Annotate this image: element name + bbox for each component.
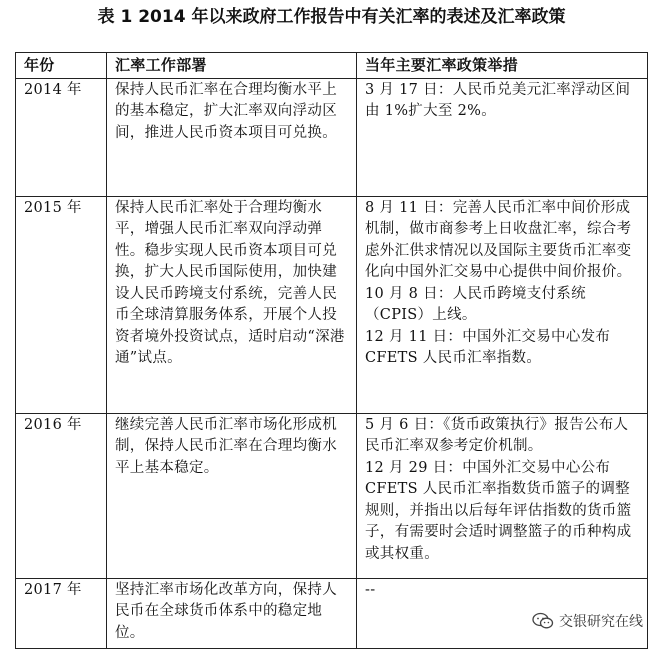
header-measures: 当年主要汇率政策举措 bbox=[357, 53, 648, 79]
year-cell: 2016 年 bbox=[16, 413, 107, 578]
year-cell: 2017 年 bbox=[16, 578, 107, 648]
exchange-rate-policy-table bbox=[15, 52, 648, 649]
measure-entry: 3 月 17 日：人民币兑美元汇率浮动区间由 1%扩大至 2%。 bbox=[365, 81, 631, 119]
header-year: 年份 bbox=[16, 53, 107, 79]
measure-entry: 8 月 11 日：完善人民币汇率中间价形成机制，做市商参考上日收盘汇率，综合考虑外汇供求情况以及国际主要货币汇率变化向中国外汇交易中心提供中间价报价。 bbox=[365, 199, 632, 280]
table-row bbox=[16, 413, 648, 578]
year-cell: 2014 年 bbox=[16, 78, 107, 196]
table-row bbox=[16, 196, 648, 413]
measure-entry: -- bbox=[365, 581, 376, 598]
deployment-cell: 保持人民币汇率处于合理均衡水平，增强人民币汇率双向浮动弹性。稳步实现人民币资本项目可兑换，扩大人民币国际使用，加快建设人民币跨境支付系统，完善人民币全球清算服务体系，开展个人投资者境外投资试点，适时启动“深港通”试点。 bbox=[107, 196, 357, 413]
watermark bbox=[530, 611, 645, 631]
watermark-text: 交银研究在线 bbox=[559, 614, 643, 630]
measure-entry: 10 月 8 日：人民币跨境支付系统（CPIS）上线。 bbox=[365, 285, 586, 323]
deployment-cell: 继续完善人民币汇率市场化形成机制，保持人民币汇率在合理均衡水平上基本稳定。 bbox=[107, 413, 357, 578]
measures-cell bbox=[357, 413, 648, 578]
deployment-cell: 保持人民币汇率在合理均衡水平上的基本稳定，扩大汇率双向浮动区间，推进人民币资本项目可兑换。 bbox=[107, 78, 357, 196]
table-title: 表 1 2014 年以来政府工作报告中有关汇率的表述及汇率政策 bbox=[97, 7, 566, 27]
table-header-row bbox=[16, 53, 648, 79]
measure-entry: 5 月 6 日：《货币政策执行》报告公布人民币汇率双参考定价机制。 bbox=[365, 416, 629, 454]
measures-cell bbox=[357, 196, 648, 413]
deployment-cell: 坚持汇率市场化改革方向，保持人民币在全球货币体系中的稳定地位。 bbox=[107, 578, 357, 648]
measure-entry: 12 月 11 日：中国外汇交易中心发布 CFETS 人民币汇率指数。 bbox=[365, 328, 611, 366]
header-deployment: 汇率工作部署 bbox=[107, 53, 357, 79]
year-cell: 2015 年 bbox=[16, 196, 107, 413]
table-row bbox=[16, 78, 648, 196]
measures-cell bbox=[357, 78, 648, 196]
measure-entry: 12 月 29 日：中国外汇交易中心公布 CFETS 人民币汇率指数货币篮子的调整规则，并指出以后每年评估指数的货币篮子，有需要时会适时调整篮子的币种构成或其权重。 bbox=[365, 459, 632, 562]
wechat-icon bbox=[532, 612, 554, 630]
